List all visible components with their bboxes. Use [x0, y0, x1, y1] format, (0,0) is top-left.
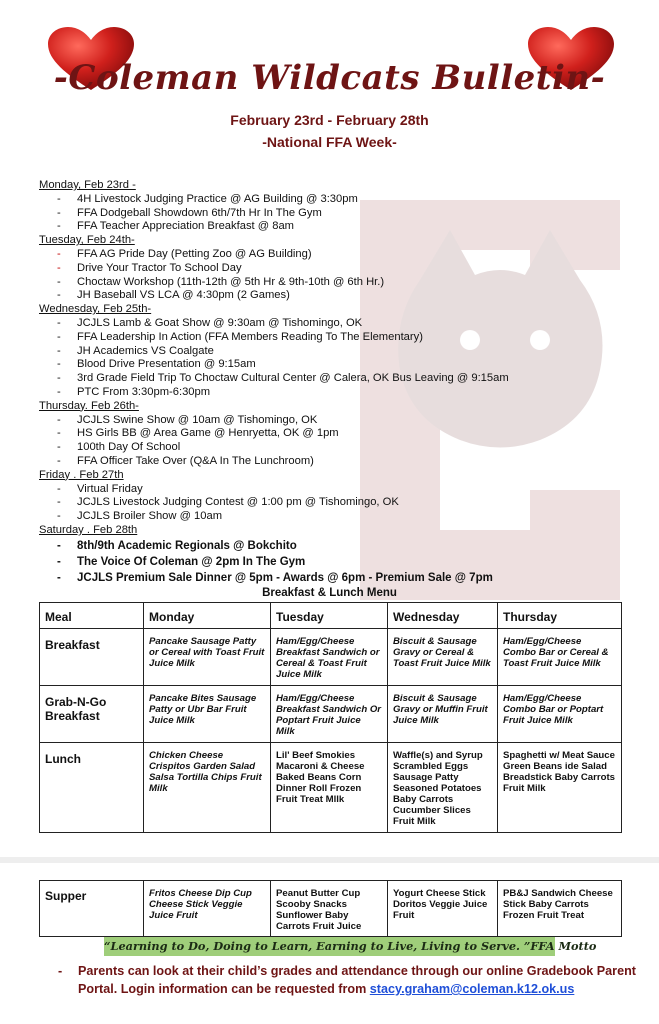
meal-menu-table — [39, 602, 622, 833]
page-divider — [0, 857, 659, 863]
menu-cell: Fritos Cheese Dip Cup Cheese Stick Veggie Juice Fruit — [144, 881, 271, 937]
menu-cell: Ham/Egg/Cheese Breakfast Sandwich Or Poptart Fruit Juice Milk — [271, 686, 388, 743]
menu-title: Breakfast & Lunch Menu — [262, 587, 397, 599]
event-item: - PTC From 3:30pm-6:30pm — [39, 386, 639, 400]
day-heading-wednesday: Wednesday, Feb 25th- — [39, 303, 152, 316]
table-row-supper — [40, 881, 622, 937]
menu-cell: Pancake Bites Sausage Patty or Ubr Bar Fruit Juice Milk — [144, 686, 271, 743]
contact-email-link[interactable]: stacy.graham@coleman.k12.ok.us — [369, 982, 575, 996]
menu-cell: Biscuit & Sausage Gravy or Muffin Fruit Juice Milk — [388, 686, 498, 743]
event-item: - JCJLS Broiler Show @ 10am — [39, 510, 639, 524]
day-heading-friday: Friday . Feb 27th — [39, 468, 124, 481]
menu-cell: Biscuit & Sausage Gravy or Cereal & Toast Fruit Juice Milk — [388, 629, 498, 686]
menu-cell: Yogurt Cheese Stick Doritos Veggie Juice Fruit — [388, 881, 498, 937]
menu-cell: Pancake Sausage Patty or Cereal with Toast Fruit Juice Milk — [144, 629, 271, 686]
event-item: - FFA AG Pride Day (Petting Zoo @ AG Building) — [39, 248, 639, 262]
day-heading-monday: Monday, Feb 23rd - — [39, 179, 136, 191]
menu-cell: Lil' Beef Smokies Macaroni & Cheese Baked Beans Corn Dinner Roll Frozen Fruit Treat Mllk — [271, 743, 388, 833]
event-item: - JCJLS Livestock Judging Contest @ 1:00 pm @ Tishomingo, OK — [39, 496, 639, 510]
notice-text: Parents can look at their child’s grades and attendance through our online Gradebook Parent Portal. Login information can be requested from — [78, 964, 636, 996]
table-row-breakfast — [40, 629, 622, 686]
week-theme: -National FFA Week- — [262, 134, 397, 150]
menu-cell: Peanut Butter Cup Scooby Snacks Sunflower Baby Carrots Fruit Juice — [271, 881, 388, 937]
parent-portal-notice — [58, 962, 638, 998]
menu-cell: Waffle(s) and Syrup Scrambled Eggs Sausage Patty Seasoned Potatoes Baby Carrots Cucumber Slices Fruit Milk — [388, 743, 498, 833]
header-tuesday: Tuesday — [271, 603, 388, 629]
header-meal: Meal — [40, 603, 144, 629]
weekly-schedule — [39, 179, 639, 586]
row-label: Grab-N-Go Breakfast — [40, 686, 144, 743]
event-item: - 4H Livestock Judging Practice @ AG Building @ 3:30pm — [39, 193, 639, 207]
event-item: - FFA Teacher Appreciation Breakfast @ 8am — [39, 220, 639, 234]
row-label: Lunch — [40, 743, 144, 833]
event-item: - The Voice Of Coleman @ 2pm In The Gym — [39, 554, 639, 570]
menu-cell: Spaghetti w/ Meat Sauce Green Beans ide Salad Breadstick Baby Carrots Fruit Milk — [498, 743, 622, 833]
table-row-lunch — [40, 743, 622, 833]
header-thursday: Thursday — [498, 603, 622, 629]
menu-cell: Ham/Egg/Cheese Combo Bar or Cereal & Toast Fruit Juice Milk — [498, 629, 622, 686]
day-heading-saturday: Saturday . Feb 28th — [39, 523, 138, 536]
day-heading-tuesday: Tuesday, Feb 24th- — [39, 234, 135, 247]
event-item: - JH Baseball VS LCA @ 4:30pm (2 Games) — [39, 289, 639, 303]
ffa-motto: “Learning to Do, Doing to Learn, Earning to Live, Living to Serve. ”FFA Motto — [104, 937, 555, 956]
header-wednesday: Wednesday — [388, 603, 498, 629]
row-label: Breakfast — [40, 629, 144, 686]
menu-cell: PB&J Sandwich Cheese Stick Baby Carrots Frozen Fruit Treat — [498, 881, 622, 937]
day-heading-thursday: Thursday. Feb 26th- — [39, 399, 139, 412]
event-item: - 8th/9th Academic Regionals @ Bokchito — [39, 538, 639, 554]
event-item: - JH Academics VS Coalgate — [39, 345, 639, 359]
event-item: - 3rd Grade Field Trip To Choctaw Cultural Center @ Calera, OK Bus Leaving @ 9:15am — [39, 372, 639, 386]
date-range: February 23rd - February 28th — [230, 112, 429, 128]
event-item: - 100th Day Of School — [39, 441, 639, 455]
event-item: - JCJLS Lamb & Goat Show @ 9:30am @ Tishomingo, OK — [39, 317, 639, 331]
event-item: - HS Girls BB @ Area Game @ Henryetta, OK @ 1pm — [39, 427, 639, 441]
event-item: - FFA Leadership In Action (FFA Members Reading To The Elementary) — [39, 331, 639, 345]
event-item: - FFA Officer Take Over (Q&A In The Lunchroom) — [39, 455, 639, 469]
event-item: - Drive Your Tractor To School Day — [39, 262, 639, 276]
table-row-grab-n-go — [40, 686, 622, 743]
table-header-row — [40, 603, 622, 629]
event-item: - FFA Dodgeball Showdown 6th/7th Hr In The Gym — [39, 207, 639, 221]
menu-cell: Chicken Cheese Crispitos Garden Salad Salsa Tortilla Chips Fruit Milk — [144, 743, 271, 833]
header-monday: Monday — [144, 603, 271, 629]
event-item: - JCJLS Premium Sale Dinner @ 5pm - Awards @ 6pm - Premium Sale @ 7pm — [39, 570, 639, 586]
bulletin-title: -Coleman Wildcats Bulletin- — [53, 58, 606, 98]
notice-bullet: - — [58, 964, 63, 978]
row-label: Supper — [40, 881, 144, 937]
menu-cell: Ham/Egg/Cheese Combo Bar or Poptart Fruit Juice Milk — [498, 686, 622, 743]
event-item: - Choctaw Workshop (11th-12th @ 5th Hr & 9th-10th @ 6th Hr.) — [39, 276, 639, 290]
event-item: - Blood Drive Presentation @ 9:15am — [39, 358, 639, 372]
menu-cell: Ham/Egg/Cheese Breakfast Sandwich or Cereal & Toast Fruit Juice Milk — [271, 629, 388, 686]
event-item: - JCJLS Swine Show @ 10am @ Tishomingo, OK — [39, 414, 639, 428]
event-item: - Virtual Friday — [39, 483, 639, 497]
supper-menu-table — [39, 880, 622, 937]
